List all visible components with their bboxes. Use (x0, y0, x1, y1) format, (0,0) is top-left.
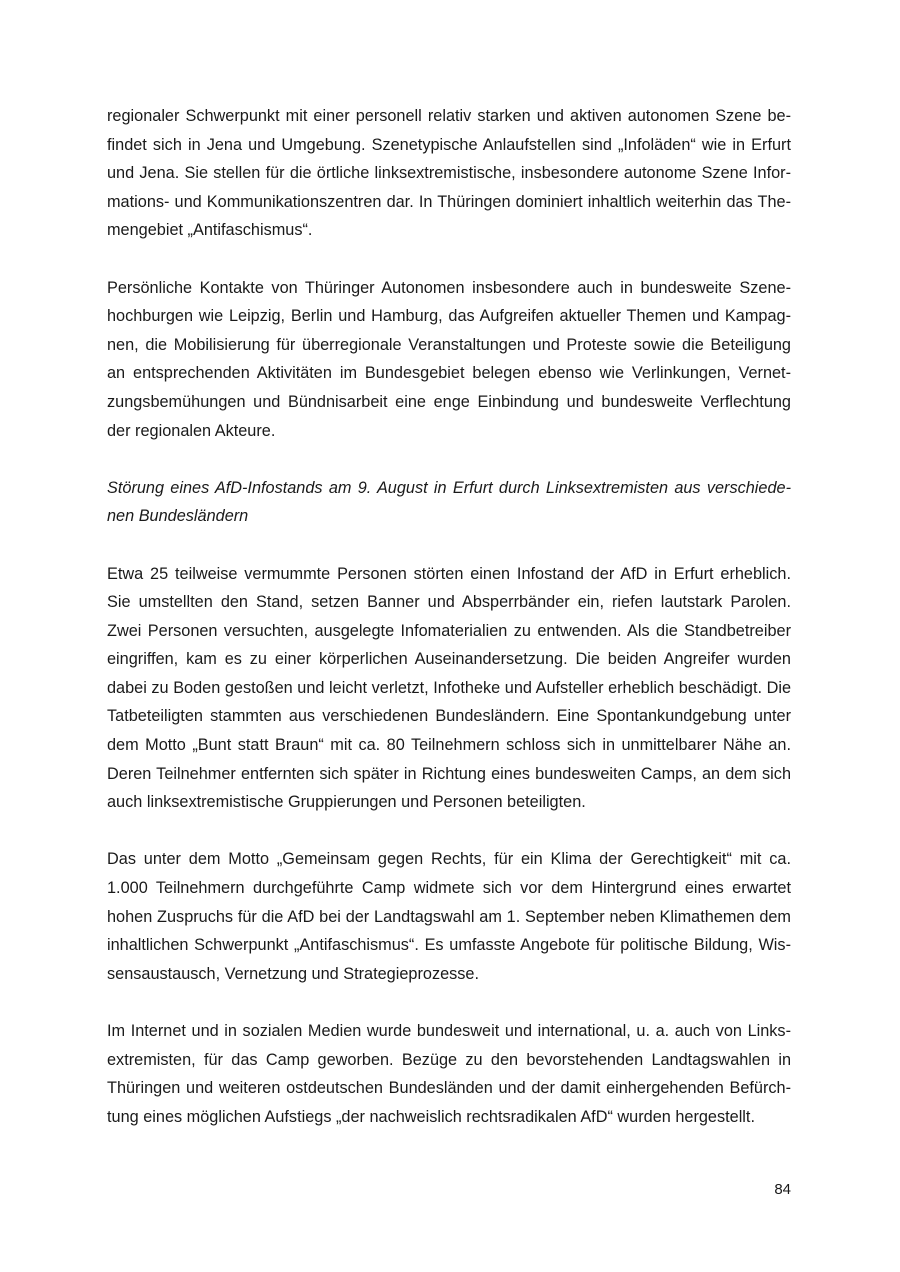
paragraph-internet: Im Internet und in sozialen Medien wurde bundesweit und international, u. a. auch von Linksextremisten, für das Camp geworben. Bezüge zu den bevorstehenden Landtagswahlen in Thüringen und weiteren ostdeutschen Bundesländen und der damit einhergehenden Befürchtung eines möglichen Aufstiegs „der nachweislich rechtsradikalen AfD“ wurden hergestellt. (107, 1022, 791, 1126)
body-text (107, 102, 791, 1160)
paragraph-camp: Das unter dem Motto „Gemeinsam gegen Rechts, für ein Klima der Gerechtigkeit“ mit ca. 1.000 Teilnehmern durchgeführte Camp widmete sich vor dem Hintergrund eines erwartet hohen Zuspruchs für die AfD bei der Landtagswahl am 1. September neben Klimathemen dem inhaltlichen Schwerpunkt „Antifaschismus“. Es umfasste Angebote für politische Bildung, Wissensaustausch, Vernetzung und Strategieprozesse. (107, 850, 791, 983)
page-number: 84 (774, 1181, 791, 1198)
paragraph-kontakte: Persönliche Kontakte von Thüringer Autonomen insbesondere auch in bundesweite Szenehochburgen wie Leipzig, Berlin und Hamburg, das Aufgreifen aktueller Themen und Kampagnen, die Mobilisierung für überregionale Veranstaltungen und Proteste sowie die Beteiligung an entsprechenden Aktivitäten im Bundesgebiet belegen ebenso wie Verlinkungen, Vernetzungsbemühungen und Bündnisarbeit eine enge Einbindung und bundesweite Verflechtung der regionalen Akteure. (107, 278, 791, 440)
paragraph-infostand: Etwa 25 teilweise vermummte Personen störten einen Infostand der AfD in Erfurt erheblich. Sie umstellten den Stand, setzen Banner und Absperrbänder ein, riefen lautstark Parolen. Zwei Personen versuchten, ausgelegte Infomaterialien zu entwenden. Als die Standbetreiber eingriffen, kam es zu einer körperlichen Auseinandersetzung. Die beiden Angreifer wurden dabei zu Boden gestoßen und leicht verletzt, Infotheke und Aufsteller erheblich beschädigt. Die Tatbeteiligten stammten aus verschiedenen Bundesländern. Eine Spontankundgebung unter dem Motto „Bunt statt Braun“ mit ca. 80 Teilnehmern schloss sich in unmittelbarer Nähe an. Deren Teilnehmer entfernten sich später in Richtung eines bundesweiten Camps, an dem sich auch linksextremistische Gruppierungen und Personen beteiligten. (107, 564, 791, 812)
section-heading: Störung eines AfD-Infostands am 9. August in Erfurt durch Linksextremisten aus verschiedenen Bundesländern (107, 478, 791, 526)
paragraph-szene-jena: regionaler Schwerpunkt mit einer personell relativ starken und aktiven autonomen Szene befindet sich in Jena und Umgebung. Szenetypische Anlaufstellen sind „Infoläden“ wie in Erfurt und Jena. Sie stellen für die örtliche linksextremistische, insbesondere autonome Szene Informations- und Kommunikationszentren dar. In Thüringen dominiert inhaltlich weiterhin das Themengebiet „Antifaschismus“. (107, 107, 791, 240)
